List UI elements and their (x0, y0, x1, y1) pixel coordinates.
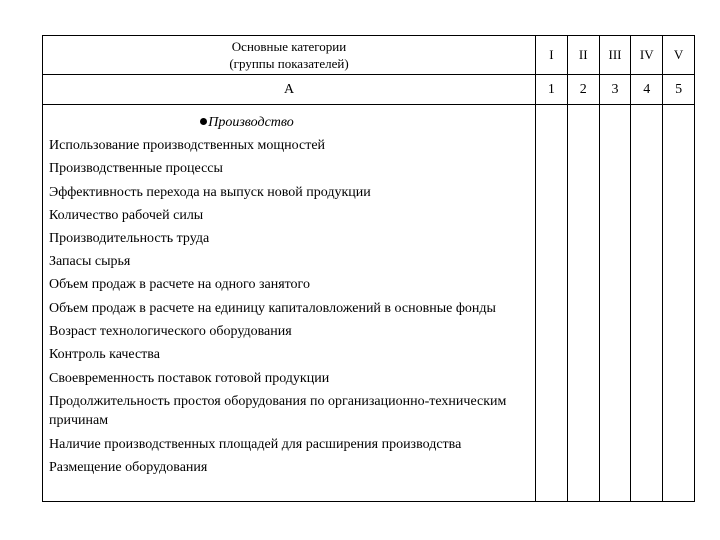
score-cell-2[interactable] (567, 105, 599, 502)
score-cell-4[interactable] (631, 105, 663, 502)
column-number-2: 2 (567, 75, 599, 105)
score-cell-1[interactable] (536, 105, 568, 502)
list-item: Объем продаж в расчете на единицу капиталовложений в основные фонды (49, 300, 496, 316)
score-cell-3[interactable] (599, 105, 631, 502)
body-row (43, 105, 695, 502)
section-title (49, 111, 535, 134)
section-title-text: Производство (208, 115, 294, 130)
list-item: Своевременность поставок готовой продукции (49, 370, 330, 386)
column-header-3: III (599, 36, 631, 75)
list-item: Объем продаж в расчете на одного занятого (49, 277, 310, 293)
list-item: Контроль качества (49, 347, 160, 363)
column-header-2: II (567, 36, 599, 75)
list-item: Запасы сырья (49, 254, 131, 270)
category-header-line2: (группы показателей) (229, 56, 349, 71)
category-header (43, 36, 536, 75)
column-number-4: 4 (631, 75, 663, 105)
score-cell-5[interactable] (663, 105, 695, 502)
list-item: Размещение оборудования (49, 459, 208, 475)
column-header-5: V (663, 36, 695, 75)
column-number-3: 3 (599, 75, 631, 105)
list-item: Эффективность перехода на выпуск новой продукции (49, 184, 371, 200)
list-item: Количество рабочей силы (49, 207, 204, 223)
bullet-icon (200, 118, 207, 125)
list-item: Использование производственных мощностей (49, 138, 326, 154)
column-number-5: 5 (663, 75, 695, 105)
list-item: Продолжительность простоя оборудования по организационно-техническим причинам (49, 393, 507, 429)
column-header-1: I (536, 36, 568, 75)
indicator-table (42, 35, 695, 502)
list-item: Наличие производственных площадей для расширения производства (49, 436, 462, 452)
category-header-line1: Основные категории (231, 39, 347, 54)
column-header-4: IV (631, 36, 663, 75)
list-item: Производительность труда (49, 231, 210, 247)
list-item: Производственные процессы (49, 161, 223, 177)
indicator-list (43, 105, 536, 502)
column-number-1: 1 (536, 75, 568, 105)
category-label: А (43, 75, 536, 105)
list-item: Возраст технологического оборудования (49, 324, 292, 340)
header-row (43, 36, 695, 75)
label-row (43, 75, 695, 105)
